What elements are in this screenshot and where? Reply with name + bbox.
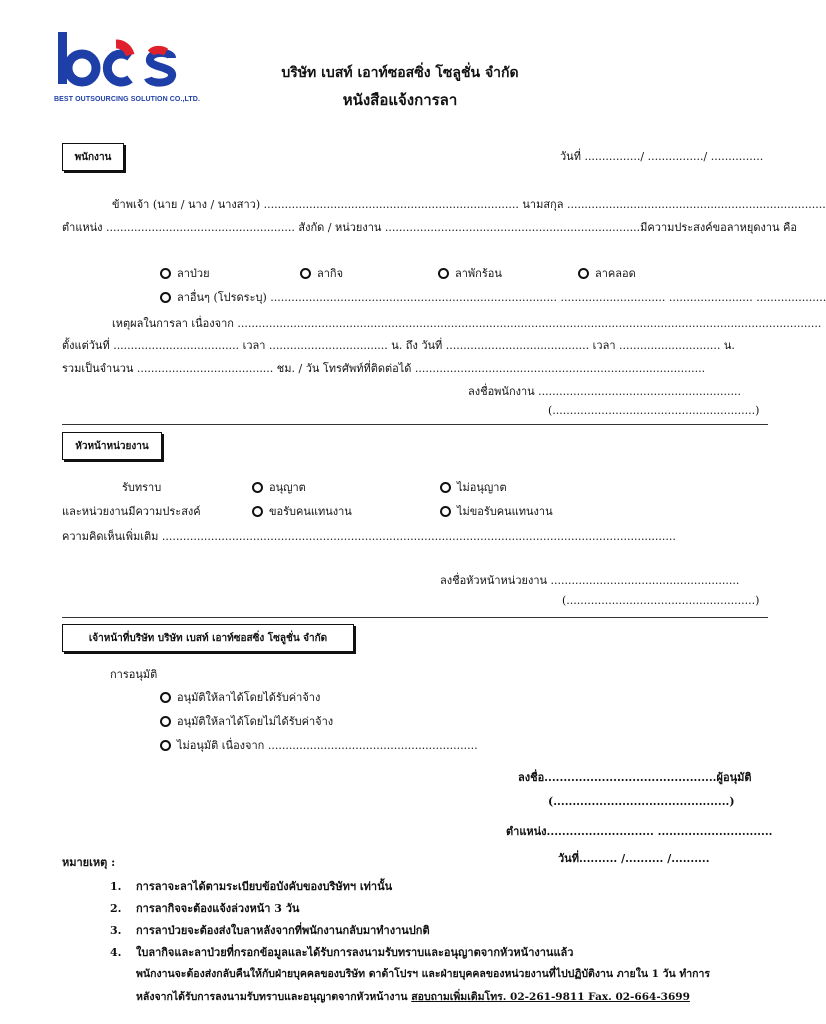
leave-period-line[interactable]: ตั้งแต่วันที่ .................................... เวลา .................................. น. ถึง วันที่ ......................................... เวลา ............................. น. bbox=[62, 339, 735, 352]
employee-signature-line[interactable]: ลงชื่อพนักงาน .......................................................... bbox=[468, 385, 741, 398]
radio-circle-icon[interactable] bbox=[252, 506, 263, 517]
note-item-continued: พนักงานจะต้องส่งกลับคืนให้กับฝ่ายบุคคลของบริษัท ดาด้าโปรฯ และฝ่ายบุคคลของหน่วยงานที่ไปปฏิบัติงาน ภายใน 1 วัน ทำการ bbox=[136, 968, 711, 980]
approver-position-line[interactable]: ตำแหน่ง............................ .............................. bbox=[506, 825, 773, 838]
contact-info: สอบถามเพิ่มเติมโทร. 02-261-9811 Fax. 02-664-3699 bbox=[411, 991, 690, 1003]
section-label-officer bbox=[62, 624, 354, 652]
option-not-approve-label: ไม่อนุญาต bbox=[457, 481, 507, 494]
employee-signature-name[interactable]: (..........................................................) bbox=[548, 404, 760, 417]
leave-option-sick[interactable] bbox=[160, 264, 210, 282]
option-not-approve[interactable] bbox=[440, 478, 507, 496]
section-label-supervisor-text: หัวหน้าหน่วยงาน bbox=[75, 440, 149, 452]
note-item bbox=[110, 921, 430, 939]
leave-option-maternity[interactable] bbox=[578, 264, 636, 282]
approver-signature-line[interactable]: ลงชื่อ.............................................ผู้อนุมัติ bbox=[518, 771, 752, 784]
radio-circle-icon[interactable] bbox=[440, 506, 451, 517]
radio-circle-icon[interactable] bbox=[440, 482, 451, 493]
date-field[interactable]: วันที่ ................/ ................/ ............... bbox=[560, 150, 764, 163]
section-divider bbox=[62, 424, 768, 425]
note-number: 2. bbox=[110, 902, 122, 915]
radio-circle-icon[interactable] bbox=[160, 740, 171, 751]
approval-option-paid-label: อนุมัติให้ลาได้โดยได้รับค่าจ้าง bbox=[177, 691, 321, 704]
note-text: ใบลากิจและลาป่วยที่กรอกข้อมูลและได้รับการลงนามรับทราบและอนุญาตจากหัวหน้างานแล้ว bbox=[136, 946, 574, 959]
note-text: การลากิจจะต้องแจ้งล่วงหน้า 3 วัน bbox=[136, 902, 300, 915]
approval-option-unpaid[interactable] bbox=[160, 712, 333, 730]
radio-circle-icon[interactable] bbox=[160, 692, 171, 703]
leave-option-personal[interactable] bbox=[300, 264, 343, 282]
option-approve[interactable] bbox=[252, 478, 306, 496]
note-item bbox=[110, 877, 392, 895]
note-text: การลาจะลาได้ตามระเบียบข้อบังคับของบริษัทฯ เท่านั้น bbox=[136, 880, 393, 893]
supervisor-signature-name[interactable]: (......................................................) bbox=[562, 594, 760, 607]
notes-title: หมายเหตุ : bbox=[62, 856, 116, 869]
approver-date-line[interactable]: วันที่.......... /.......... /.......... bbox=[558, 852, 710, 865]
leave-option-vacation-label: ลาพักร้อน bbox=[455, 267, 502, 280]
approver-signature-name[interactable]: (..............................................) bbox=[548, 795, 735, 808]
unit-intent-label: และหน่วยงานมีความประสงค์ bbox=[62, 505, 201, 518]
section-divider bbox=[62, 617, 768, 618]
radio-circle-icon[interactable] bbox=[160, 268, 171, 279]
acknowledge-label: รับทราบ bbox=[122, 481, 162, 494]
leave-option-maternity-label: ลาคลอด bbox=[595, 267, 636, 280]
approval-option-paid[interactable] bbox=[160, 688, 320, 706]
radio-circle-icon[interactable] bbox=[300, 268, 311, 279]
radio-circle-icon[interactable] bbox=[252, 482, 263, 493]
leave-option-other[interactable] bbox=[160, 288, 826, 306]
option-no-replace[interactable] bbox=[440, 502, 553, 520]
leave-total-line[interactable]: รวมเป็นจำนวน ....................................... ชม. / วัน โทรศัพท์ที่ติดต่อได้ ................................................................................... bbox=[62, 362, 706, 375]
section-label-employee bbox=[62, 143, 124, 171]
section-label-supervisor bbox=[62, 432, 162, 460]
radio-circle-icon[interactable] bbox=[160, 716, 171, 727]
approval-option-unpaid-label: อนุมัติให้ลาได้โดยไม่ได้รับค่าจ้าง bbox=[177, 715, 334, 728]
section-label-employee-text: พนักงาน bbox=[74, 151, 112, 163]
note-text: การลาป่วยจะต้องส่งใบลาหลังจากที่พนักงานกลับมาทำงานปกติ bbox=[136, 924, 430, 937]
option-approve-label: อนุญาต bbox=[269, 481, 306, 494]
approval-label: การอนุมัติ bbox=[110, 668, 158, 681]
note-item-continued bbox=[136, 988, 690, 1005]
approval-option-denied[interactable] bbox=[160, 736, 478, 754]
radio-circle-icon[interactable] bbox=[438, 268, 449, 279]
leave-option-other-label: ลาอื่นๆ (โปรดระบุ) .................................................................................. .............................. ........................ .................... bbox=[177, 291, 826, 304]
note-number: 1. bbox=[110, 880, 122, 893]
leave-reason-line[interactable]: เหตุผลในการลา เนื่องจาก ....................................................................................................................................................................... bbox=[112, 317, 822, 330]
company-name-th: บริษัท เบสท์ เอาท์ซอสซิ่ง โซลูชั่น จำกัด bbox=[281, 65, 519, 81]
employee-position-line[interactable]: ตำแหน่ง ...................................................... สังกัด / หน่วยงาน .........................................................................มีความประสงค์ขอลาหยุดงาน คือ bbox=[62, 221, 798, 234]
option-replace-label: ขอรับคนแทนงาน bbox=[269, 505, 352, 518]
note-text: หลังจากได้รับการลงนามรับทราบและอนุญาตจากหัวหน้างาน bbox=[136, 991, 412, 1003]
radio-circle-icon[interactable] bbox=[578, 268, 589, 279]
leave-option-vacation[interactable] bbox=[438, 264, 502, 282]
note-item bbox=[110, 899, 299, 917]
supervisor-signature-line[interactable]: ลงชื่อหัวหน้าหน่วยงาน ...................................................... bbox=[440, 574, 740, 587]
option-replace[interactable] bbox=[252, 502, 352, 520]
note-number: 4. bbox=[110, 946, 122, 959]
section-label-officer-text: เจ้าหน้าที่บริษัท บริษัท เบสท์ เอาท์ซอสซิ่ง โซลูชั่น จำกัด bbox=[88, 632, 328, 644]
leave-option-personal-label: ลากิจ bbox=[317, 267, 344, 280]
approval-option-denied-label: ไม่อนุมัติ เนื่องจาก ............................................................ bbox=[177, 739, 478, 752]
employee-name-line[interactable]: ข้าพเจ้า (นาย / นาง / นางสาว) ......................................................................... นามสกุล .......................................................................... bbox=[112, 198, 826, 211]
company-name-en: BEST OUTSOURCING SOLUTION CO.,LTD. bbox=[54, 96, 200, 103]
option-no-replace-label: ไม่ขอรับคนแทนงาน bbox=[457, 505, 553, 518]
note-number: 3. bbox=[110, 924, 122, 937]
radio-circle-icon[interactable] bbox=[160, 292, 171, 303]
document-title: หนังสือแจ้งการลา bbox=[342, 91, 458, 109]
comment-line[interactable]: ความคิดเห็นเพิ่มเติม ................................................................................................................................................... bbox=[62, 530, 676, 543]
note-item bbox=[110, 943, 573, 961]
leave-option-sick-label: ลาป่วย bbox=[177, 267, 210, 280]
